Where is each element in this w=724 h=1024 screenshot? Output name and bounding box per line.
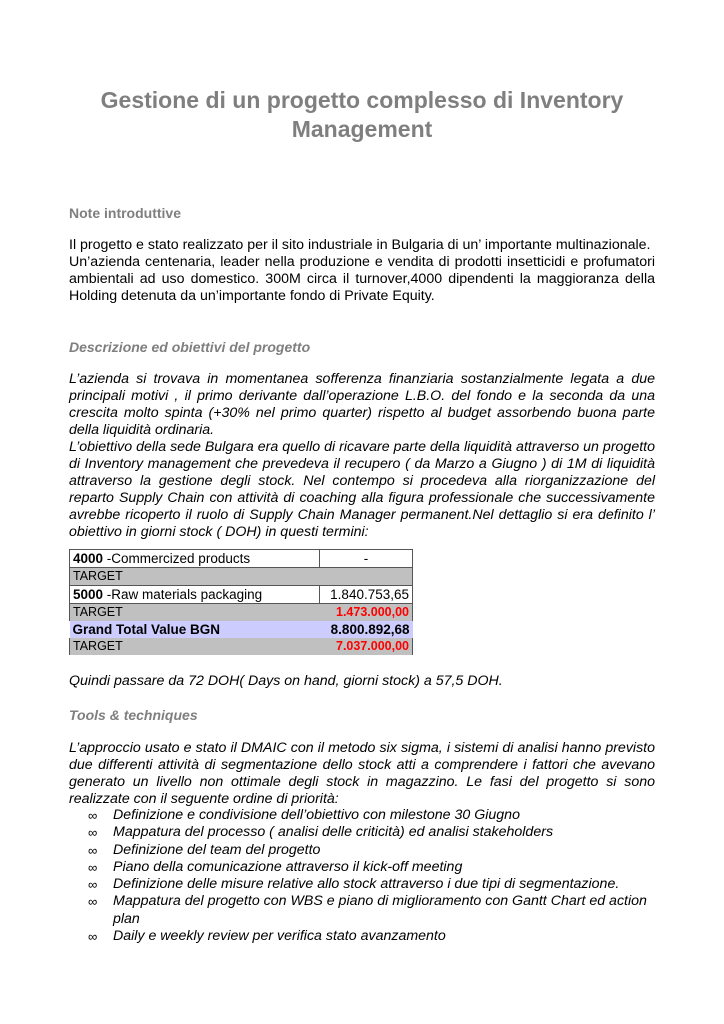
table-cell-label [70,586,320,604]
intro-paragraph-2: Un’azienda centenaria, leader nella produzione e vendita di prodotti insetticidi e profumatori ambientali ad uso domestico. 300M circa il turnover,4000 dipendenti la maggioranza della Holding detenuta da un’importante fondo di Private Equity. [69,254,655,304]
target-value: 1.473.000,00 [320,604,413,622]
table-row [70,621,413,638]
conclusion-text: Quindi passare da 72 DOH( Days on hand, giorni stock) a 57,5 DOH. [69,673,503,689]
table-row [70,550,413,568]
list-item-text: Daily e weekly review per verifica stato avanzamento [113,928,446,945]
infinity-bullet-icon: ∞ [88,825,98,841]
list-item [88,842,648,859]
list-item-text: Mappatura del progetto con WBS e piano di miglioramento con Gantt Chart ed action plan [113,893,647,927]
table-row [70,638,413,655]
intro-heading: Note introduttive [69,205,181,221]
list-item [88,876,648,893]
tools-heading: Tools & techniques [69,707,198,723]
doh-target-table [69,549,413,655]
list-item-text: Definizione del team del progetto [113,841,321,858]
tools-paragraph: L’approccio usato e stato il DMAIC con il metodo six sigma, i sistemi di analisi hanno previsto due differenti attività di segmentazione dello stock atti a comprendere i fattori che avevano generato un livello non ottimale degli stock in magazzino. Le fasi del progetto si sono realizzate con il seguente ordine di priorità: [69,740,655,807]
list-item-text: Piano della comunicazione attraverso il kick-off meeting [113,858,463,875]
infinity-bullet-icon: ∞ [88,894,98,910]
table-cell-value: 1.840.753,65 [320,586,413,604]
list-item [88,893,648,928]
infinity-bullet-icon: ∞ [88,859,98,875]
list-item-text: Mappatura del processo ( analisi delle criticità) ed analisi stakeholders [113,824,554,841]
target-label: TARGET [70,638,320,655]
document-title: Gestione di un progetto complesso di Inventory Management [100,87,624,142]
description-paragraph-2: L’obiettivo della sede Bulgara era quello di ricavare parte della liquidità attraverso un progetto di Inventory management che prevedeva il recupero ( da Marzo a Giugno ) di 1M di liquidità attraverso la gestione degli stock. Nel contempo si procedeva alla riorganizzazione del reparto Supply Chain con attività di coaching alla figura professionale che successivamente avrebbe ricoperto il ruolo di Supply Chain Manager permanent.Nel dettaglio si era definito l’ obiettivo in giorni stock ( DOH) in questi termini: [69,439,655,540]
list-item [88,807,648,824]
list-item-text: Definizione e condivisione dell’obiettivo con milestone 30 Giugno [113,807,520,823]
product-code: 5000 [73,587,104,602]
target-label: TARGET [70,568,320,586]
table-cell-value: - [320,550,413,568]
infinity-bullet-icon: ∞ [88,842,98,858]
product-label: -Raw materials packaging [103,587,263,602]
table-row [70,604,413,622]
list-item [88,824,648,841]
infinity-bullet-icon: ∞ [88,929,98,945]
target-value [320,568,413,586]
intro-section [69,237,655,305]
description-section [69,371,655,541]
description-heading: Descrizione ed obiettivi del progetto [69,339,311,355]
table-row [70,568,413,586]
intro-paragraph-1: Il progetto e stato realizzato per il sito industriale in Bulgaria di un’ importante multinazionale. [69,237,651,253]
list-item-text: Definizione delle misure relative allo stock attraverso i due tipi di segmentazione. [113,876,620,893]
product-label: -Commercized products [103,551,251,566]
target-value: 7.037.000,00 [320,638,413,655]
product-code: 4000 [73,551,104,566]
infinity-bullet-icon: ∞ [88,808,98,823]
table-cell-label [70,550,320,568]
grand-total-value: 8.800.892,68 [320,621,413,638]
list-item [88,928,648,945]
target-label: TARGET [70,604,320,622]
phase-list [88,807,648,945]
description-paragraph-1: L’azienda si trovava in momentanea sofferenza finanziaria sostanzialmente legata a due principali motivi , il primo derivante dall’operazione L.B.O. del fondo e la seconda da una crescita molto spinta (+30% nel primo quarter) rispetto al budget assorbendo buona parte della liquidità ordinaria. [69,371,655,438]
table-row [70,586,413,604]
infinity-bullet-icon: ∞ [88,877,98,893]
grand-total-label: Grand Total Value BGN [70,621,320,638]
list-item [88,859,648,876]
